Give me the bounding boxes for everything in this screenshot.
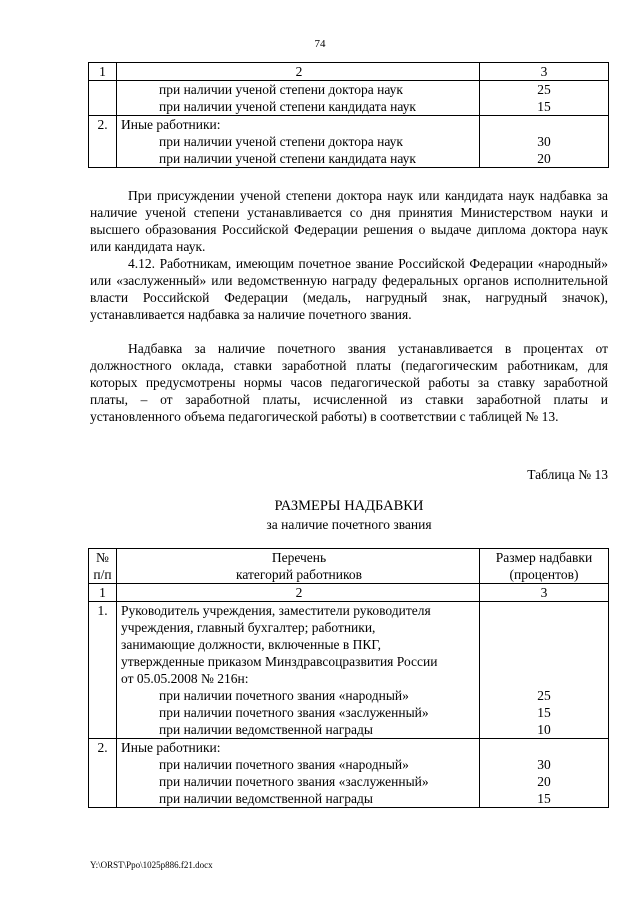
number-cell-3: 3 bbox=[480, 584, 609, 602]
number-cell-1: 1 bbox=[89, 584, 117, 602]
table-13 bbox=[88, 548, 609, 808]
header-text: п/п bbox=[93, 567, 112, 582]
file-path-footer: Y:\ORST\Ppo\1025p886.f21.docx bbox=[90, 860, 213, 870]
row-value: 20 bbox=[537, 151, 551, 166]
paragraph-4-12: 4.12. Работникам, имеющим почетное звание Российской Федерации «народный» или «заслуженный» или ведомственную награду федеральных органов исполнительной власти Российской Федерации (медаль, нагрудный знак, нагрудный значок), устанавливается надбавка за наличие почетного звания. bbox=[90, 256, 608, 322]
row-number: 1. bbox=[89, 602, 117, 739]
row-line: при наличии ученой степени доктора наук bbox=[159, 82, 403, 97]
header-text: № bbox=[96, 550, 109, 565]
row-value: 25 bbox=[537, 688, 551, 703]
row-number: 2. bbox=[89, 116, 117, 168]
row-value: 15 bbox=[537, 791, 551, 806]
table-title: РАЗМЕРЫ НАДБАВКИ bbox=[274, 498, 424, 514]
page-number: 74 bbox=[314, 38, 326, 50]
header-cell-1: 1 bbox=[89, 63, 117, 81]
row-intro: Руководитель учреждения, заместители руководителя bbox=[121, 603, 431, 618]
row-line: при наличии почетного звания «народный» bbox=[159, 757, 409, 772]
header-cell-2: 2 bbox=[117, 63, 480, 81]
row-intro: утвержденные приказом Минздравсоцразвития России bbox=[121, 654, 438, 669]
row-intro: занимающие должности, включенные в ПКГ, bbox=[121, 637, 382, 652]
row-value: 30 bbox=[537, 134, 551, 149]
row-line: при наличии почетного звания «заслуженный» bbox=[159, 705, 429, 720]
header-text: категорий работников bbox=[236, 567, 362, 582]
row-line: при наличии ученой степени кандидата наук bbox=[159, 99, 416, 114]
row-line: при наличии ученой степени доктора наук bbox=[159, 134, 403, 149]
row-number: 2. bbox=[89, 739, 117, 808]
table-header-row bbox=[89, 549, 609, 584]
table-header-row bbox=[89, 63, 609, 81]
row-value: 15 bbox=[537, 705, 551, 720]
header-text: Размер надбавки bbox=[495, 550, 593, 565]
header-text: (процентов) bbox=[509, 567, 579, 582]
table-subtitle: за наличие почетного звания bbox=[266, 517, 432, 532]
table-number-row bbox=[89, 584, 609, 602]
paragraph-honorary-percent: Надбавка за наличие почетного звания устанавливается в процентах от должностного оклада, ставки заработной платы (педагогическим работникам, для которых предусмотрены нормы часов педагогической работы за ставку заработной платы, – от заработной платы, исчисленной из ставки заработной платы и установленного объема педагогической работы) в соответствии с таблицей № 13. bbox=[90, 341, 608, 424]
table-12-continuation bbox=[88, 62, 609, 168]
row-line: при наличии почетного звания «заслуженный» bbox=[159, 774, 429, 789]
row-line: при наличии ведомственной награды bbox=[159, 722, 373, 737]
row-intro: от 05.05.2008 № 216н: bbox=[121, 671, 249, 686]
row-line: при наличии почетного звания «народный» bbox=[159, 688, 409, 703]
row-line: при наличии ученой степени кандидата наук bbox=[159, 151, 416, 166]
row-title: Иные работники: bbox=[121, 117, 221, 132]
table-label: Таблица № 13 bbox=[527, 467, 608, 482]
row-value: 10 bbox=[537, 722, 551, 737]
row-value: 20 bbox=[537, 774, 551, 789]
row-line: при наличии ведомственной награды bbox=[159, 791, 373, 806]
number-cell-2: 2 bbox=[117, 584, 480, 602]
paragraph-degree-date: При присуждении ученой степени доктора наук или кандидата наук надбавка за наличие ученой степени устанавливается со дня принятия Министерством науки и высшего образования Российской Федерации решения о выдаче диплома доктора наук или кандидата наук. bbox=[90, 188, 608, 254]
table-row bbox=[89, 739, 609, 808]
table-row bbox=[89, 116, 609, 168]
row-value: 30 bbox=[537, 757, 551, 772]
row-value: 15 bbox=[537, 99, 551, 114]
table-row bbox=[89, 81, 609, 116]
row-value: 25 bbox=[537, 82, 551, 97]
table-row bbox=[89, 602, 609, 739]
row-title: Иные работники: bbox=[121, 740, 221, 755]
row-intro: учреждения, главный бухгалтер; работники, bbox=[121, 620, 376, 635]
header-text: Перечень bbox=[271, 550, 327, 565]
header-cell-3: 3 bbox=[480, 63, 609, 81]
